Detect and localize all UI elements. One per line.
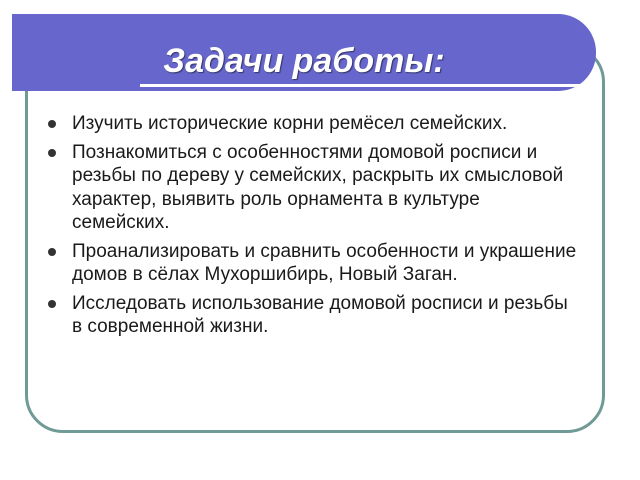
bullet-text: Познакомиться с особенностями домовой росписи и резьбы по дереву у семейских, раскрыть их смысловой характер, выявить роль орнамента в культуре семейских.	[72, 141, 564, 233]
bullet-dot-icon	[48, 248, 56, 256]
bullet-text: Проанализировать и сравнить особенности и украшение домов в сёлах Мухоршибирь, Новый Заган.	[72, 240, 577, 285]
title-bar	[12, 14, 596, 91]
bullet-text: Исследовать использование домовой росписи и резьбы в современной жизни.	[72, 292, 568, 337]
bullet-text: Изучить исторические корни ремёсел семейских.	[72, 113, 508, 134]
bullet-dot-icon	[48, 300, 56, 308]
bullet-item-4	[48, 292, 578, 339]
bullet-item-3	[48, 240, 578, 287]
title-underline	[140, 84, 590, 87]
slide-title: Задачи работы:	[163, 42, 445, 80]
bullet-list	[48, 112, 578, 344]
bullet-dot-icon	[48, 149, 56, 157]
bullet-item-1	[48, 112, 578, 136]
bullet-item-2	[48, 141, 578, 235]
bullet-dot-icon	[48, 120, 56, 128]
